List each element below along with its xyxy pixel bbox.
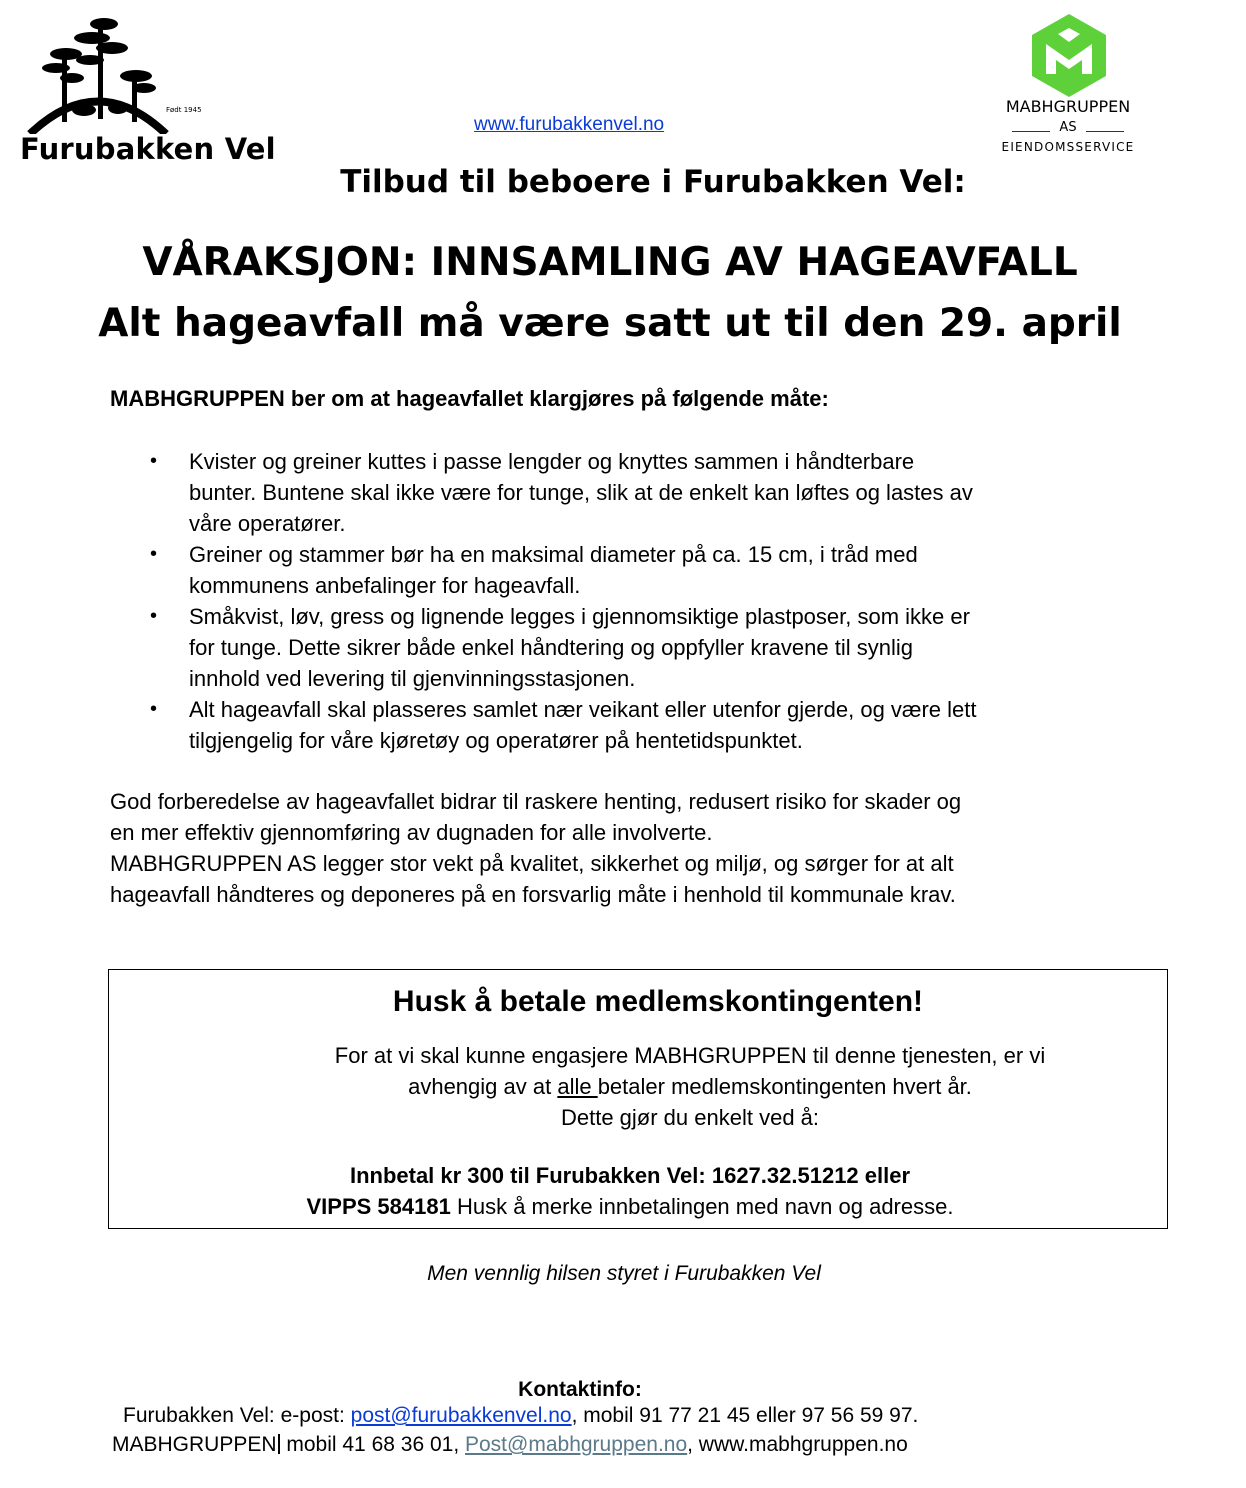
pine-trees-icon xyxy=(26,14,186,134)
vipps-number: VIPPS 584181 xyxy=(306,1194,451,1219)
paragraph-line: en mer effektiv gjennomføring av dugnaden for alle involverte. xyxy=(110,820,713,845)
bullet-icon: • xyxy=(150,450,158,472)
notice-text: betaler medlemskontingenten hvert år. xyxy=(597,1074,972,1099)
notice-title: Husk å betale medlemskontingenten! xyxy=(392,985,924,1018)
contact-line xyxy=(112,1433,908,1457)
list-item xyxy=(150,539,1160,601)
payment-line xyxy=(110,1191,1150,1222)
contact-text: MABHGRUPPEN xyxy=(112,1433,277,1456)
email-link[interactable]: Post@mabhgruppen.no xyxy=(465,1433,688,1456)
list-item xyxy=(150,446,1160,539)
bullet-icon: • xyxy=(150,698,158,720)
list-item-line: Greiner og stammer bør ha en maksimal diameter på ca. 15 cm, i tråd med xyxy=(189,542,918,567)
subtitle: Tilbud til beboere i Furubakken Vel: xyxy=(340,164,966,200)
list-item-line: Småkvist, løv, gress og lignende legges i gjennomsiktige plastposer, som ikke er xyxy=(189,604,970,629)
list-item xyxy=(150,601,1160,694)
list-item-line: bunter. Buntene skal ikke være for tunge, slik at de enkelt kan løftes og lastes av xyxy=(189,480,973,505)
contact-text: mobil 41 68 36 01, xyxy=(280,1433,465,1456)
list-item-line: våre operatører. xyxy=(189,511,346,536)
text-cursor xyxy=(278,1434,280,1454)
bullet-icon: • xyxy=(150,605,158,627)
list-item-line: tilgjengelig for våre kjøretøy og operatører på hentetidspunktet. xyxy=(189,728,803,753)
payment-note: Husk å merke innbetalingen med navn og adresse. xyxy=(450,1194,954,1219)
payment-line: Innbetal kr 300 til Furubakken Vel: 1627.32.51212 eller xyxy=(349,1163,911,1188)
logo-tagline: Født 1945 xyxy=(166,106,202,114)
list-item-line: innhold ved levering til gjenvinningsstasjonen. xyxy=(189,666,636,691)
mabhgruppen-logo xyxy=(988,10,1158,160)
contact-text: , www.mabhgruppen.no xyxy=(687,1433,908,1456)
paragraph-line: MABHGRUPPEN AS legger stor vekt på kvalitet, sikkerhet og miljø, og sørger for at alt xyxy=(110,851,954,876)
notice-line: For at vi skal kunne engasjere MABHGRUPPEN til denne tjenesten, er vi xyxy=(334,1043,1046,1068)
list-item-line: kommunens anbefalinger for hageavfall. xyxy=(189,573,581,598)
list-item-line: Kvister og greiner kuttes i passe lengder og knyttes sammen i håndterbare xyxy=(189,449,915,474)
paragraph-line: hageavfall håndteres og deponeres på en forsvarlig måte i henhold til kommunale krav. xyxy=(110,882,956,907)
logo-brand: MABHGRUPPEN xyxy=(1005,97,1131,116)
logo-sub: EIENDOMSSERVICE xyxy=(1001,140,1135,154)
bullet-list xyxy=(150,446,1160,756)
bullet-icon: • xyxy=(150,543,158,565)
emphasis-text: alle xyxy=(557,1074,598,1099)
logo-suffix: AS xyxy=(1059,120,1077,135)
website-link[interactable]: www.furubakkenvel.no xyxy=(474,114,665,135)
hexagon-m-icon xyxy=(1024,10,1114,100)
logo-name: Furubakken Vel xyxy=(20,132,276,166)
furubakken-vel-logo xyxy=(20,14,280,164)
list-item-line: for tunge. Dette sikrer både enkel håndtering og oppfyller kravene til synlig xyxy=(189,635,913,660)
contact-title: Kontaktinfo: xyxy=(518,1378,642,1401)
notice-line: Dette gjør du enkelt ved å: xyxy=(560,1105,820,1130)
intro-text: MABHGRUPPEN ber om at hageavfallet klargjøres på følgende måte: xyxy=(110,386,829,411)
payment-info xyxy=(110,1160,1150,1222)
headline-deadline: Alt hageavfall må være satt ut til den 29. april xyxy=(98,301,1122,346)
divider xyxy=(1086,131,1124,132)
email-link[interactable]: post@furubakkenvel.no xyxy=(350,1404,572,1427)
notice-line xyxy=(110,1071,1246,1102)
list-item xyxy=(150,694,1160,756)
contact-text: Furubakken Vel: e-post: xyxy=(123,1404,351,1427)
list-item-line: Alt hageavfall skal plasseres samlet nær veikant eller utenfor gjerde, og være lett xyxy=(189,697,977,722)
contact-line xyxy=(123,1404,918,1428)
headline: VÅRAKSJON: INNSAMLING AV HAGEAVFALL xyxy=(142,240,1078,285)
contact-text: , mobil 91 77 21 45 eller 97 56 59 97. xyxy=(571,1404,919,1427)
notice-body xyxy=(110,1040,1246,1133)
paragraph-line: God forberedelse av hageavfallet bidrar til raskere henting, redusert risiko for skader og xyxy=(110,789,962,814)
signoff: Men vennlig hilsen styret i Furubakken Vel xyxy=(427,1262,821,1285)
notice-text: avhengig av at xyxy=(408,1074,558,1099)
body-paragraph xyxy=(110,786,1170,910)
